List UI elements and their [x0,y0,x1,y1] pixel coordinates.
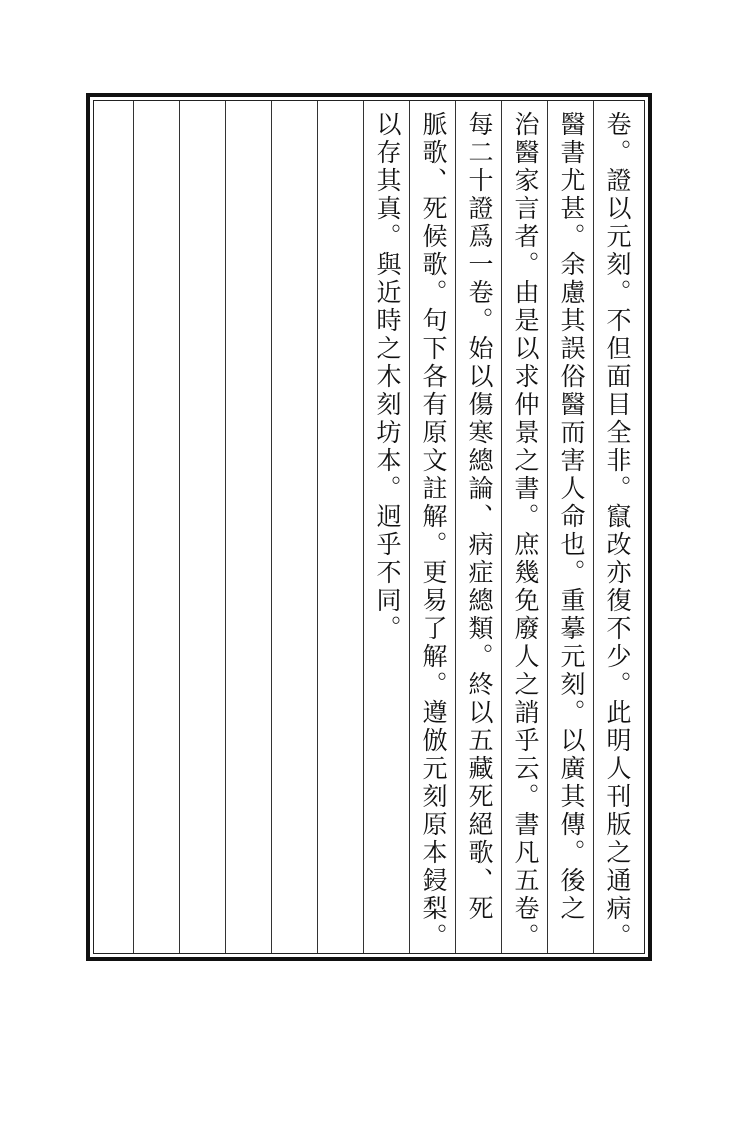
text-column-2: 醫書尤甚。余慮其誤俗醫而害人命也。重摹元刻。以廣其傳。後之 [557,111,586,923]
text-column-3: 治醫家言者。由是以求仲景之書。庶幾免廢人之誚乎云。書凡五卷。 [511,111,540,951]
text-column-1: 卷。證以元刻。不但面目全非。竄改亦復不少。此明人刊版之通病。 [603,111,632,951]
column-rule [317,101,318,953]
column-rule [133,101,134,953]
column-rule [225,101,226,953]
text-column-4: 每二十證爲一卷。始以傷寒總論、病症總類。終以五藏死絕歌、死 [465,111,494,923]
text-column-6: 以存其真。與近時之木刻坊本。迥乎不同。 [373,111,402,643]
column-rule [271,101,272,953]
text-column-5: 脈歌、死候歌。句下各有原文註解。更易了解。遵倣元刻原本鋟梨。 [419,111,448,951]
page-border [86,93,652,961]
text-frame [93,100,645,954]
column-rule [179,101,180,953]
